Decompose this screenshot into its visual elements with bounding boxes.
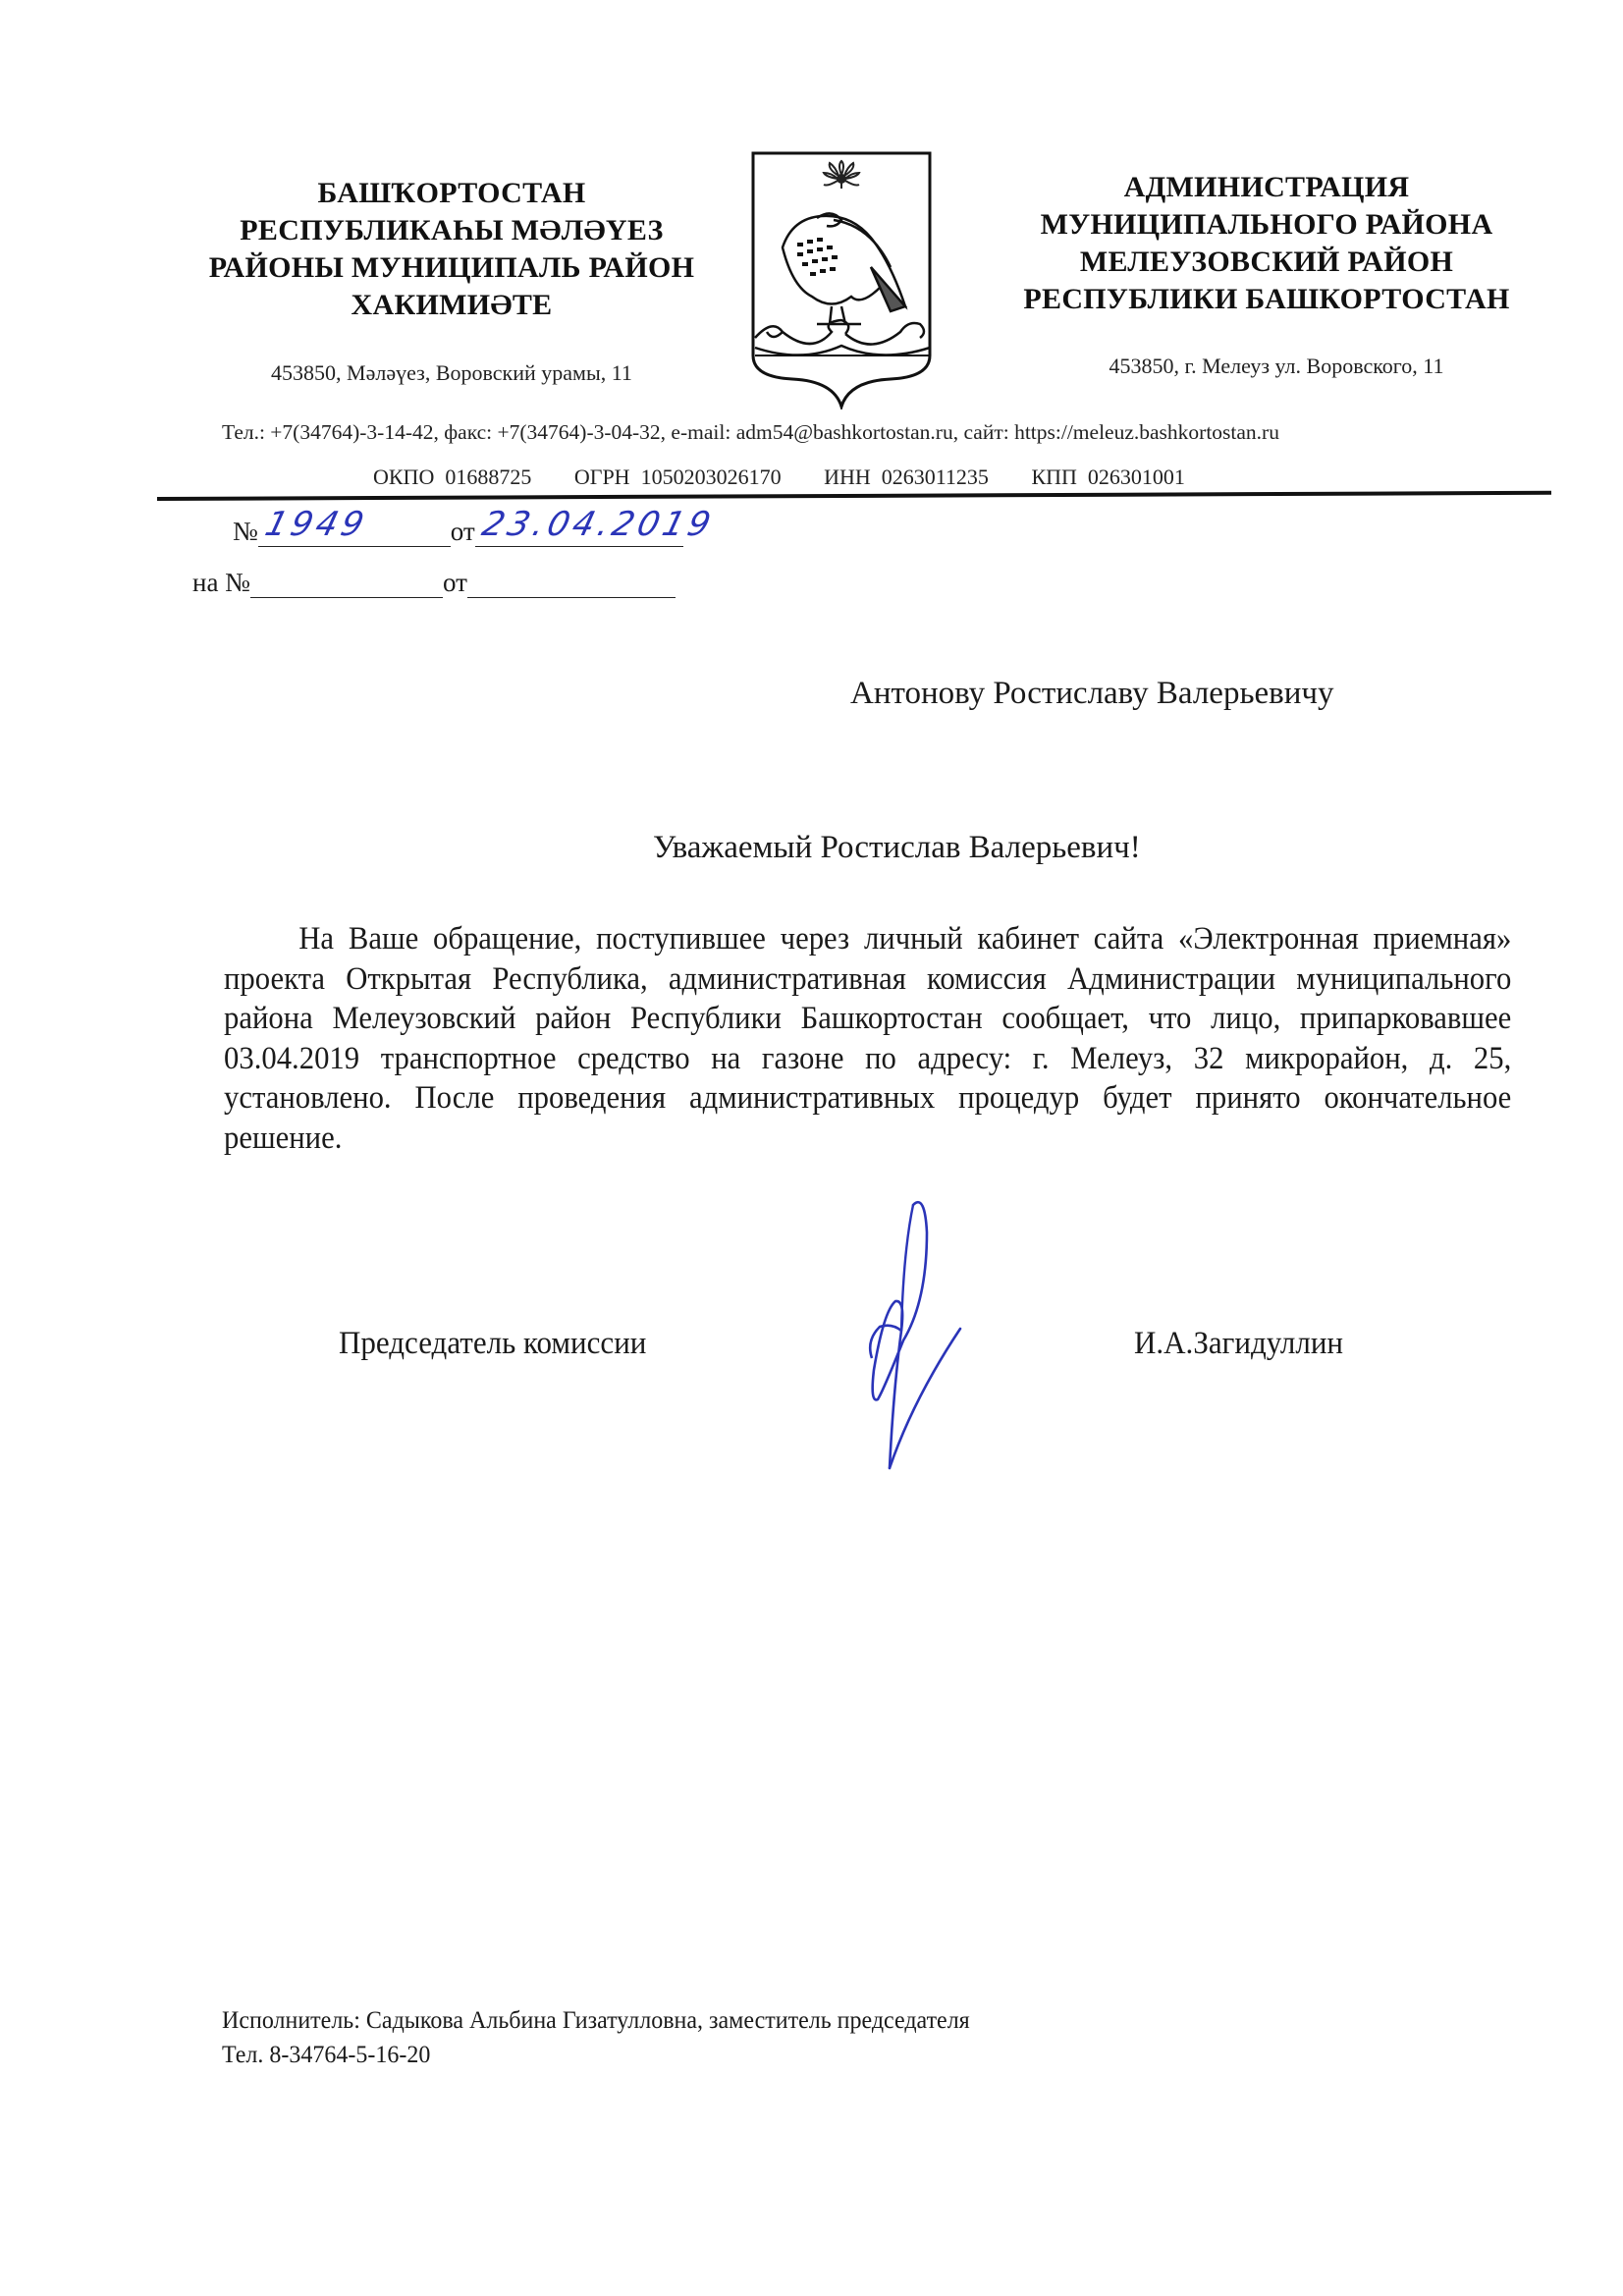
letterhead-divider xyxy=(157,491,1551,501)
inn-code: ИНН 0263011235 xyxy=(824,465,989,489)
executor-phone: Тел. 8-34764-5-16-20 xyxy=(222,2042,431,2068)
handwritten-signature-icon xyxy=(844,1193,982,1478)
recipient-name: Антонову Ростиславу Валерьевичу xyxy=(850,676,1334,711)
left-org-line: РЕСПУБЛИКАҺЫ МӘЛӘҮЕЗ xyxy=(240,214,664,246)
executor-info xyxy=(222,2003,970,2072)
body-paragraph: На Ваше обращение, поступившее через личный кабинет сайта «Электронная приемная» проекта Открытая Республика, административная комиссия Администрации муниципального района Мелеузовский район Республики Башкортостан сообщает, что лицо, припарковавшее 03.04.2019 транспортное средство на газоне по адресу: г. Мелеуз, 32 микрорайон, д. 25, установлено. После проведения административных процедур будет принято окончательное решение. xyxy=(224,921,1512,1156)
executor-name: Исполнитель: Садыкова Альбина Гизатулловна, заместитель председателя xyxy=(222,2007,970,2034)
letter-body xyxy=(224,919,1511,1158)
coat-of-arms-icon xyxy=(743,149,940,410)
outgoing-number-line xyxy=(233,505,719,547)
handwritten-number: 1949 xyxy=(260,505,372,544)
reply-number-label: на № xyxy=(192,568,250,597)
okpo-code: ОКПО 01688725 xyxy=(373,465,532,489)
kpp-code: КПП 026301001 xyxy=(1031,465,1185,489)
right-org-line: АДМИНИСТРАЦИЯ xyxy=(1123,171,1410,203)
right-org-line: РЕСПУБЛИКИ БАШКОРТОСТАН xyxy=(1023,283,1510,315)
reply-date-field xyxy=(467,572,676,598)
date-label: от xyxy=(450,517,475,546)
right-org-address: 453850, г. Мелеуз ул. Воровского, 11 xyxy=(1109,354,1444,378)
registration-codes xyxy=(373,465,1222,490)
left-org-line: РАЙОНЫ МУНИЦИПАЛЬ РАЙОН xyxy=(208,251,695,284)
left-org-line: ХАКИМИӘТЕ xyxy=(351,289,553,321)
number-field xyxy=(258,505,451,547)
greeting: Уважаемый Ростислав Валерьевич! xyxy=(653,830,1141,865)
handwritten-date: 23.04.2019 xyxy=(477,505,719,544)
contact-line: Тел.: +7(34764)-3-14-42, факс: +7(34764)-3-04-32, e-mail: adm54@bashkortostan.ru, сайт: https://meleuz.bashkortostan.ru xyxy=(222,420,1279,444)
left-org-name xyxy=(177,175,727,324)
date-field xyxy=(475,505,719,547)
left-org-line: БАШҠОРТОСТАН xyxy=(317,177,586,209)
reply-number-line xyxy=(192,568,676,598)
left-org-address: 453850, Мәләүез, Воровский урамы, 11 xyxy=(271,360,632,385)
reply-number-field xyxy=(250,572,443,598)
right-org-line: МЕЛЕУЗОВСКИЙ РАЙОН xyxy=(1079,246,1454,278)
number-label: № xyxy=(233,517,258,546)
ogrn-code: ОГРН 1050203026170 xyxy=(573,465,782,489)
signatory-title: Председатель комиссии xyxy=(339,1326,647,1361)
right-org-name xyxy=(967,169,1566,318)
signatory-name: И.А.Загидуллин xyxy=(1134,1326,1344,1361)
right-org-line: МУНИЦИПАЛЬНОГО РАЙОНА xyxy=(1040,208,1493,241)
reply-date-label: от xyxy=(442,568,467,597)
